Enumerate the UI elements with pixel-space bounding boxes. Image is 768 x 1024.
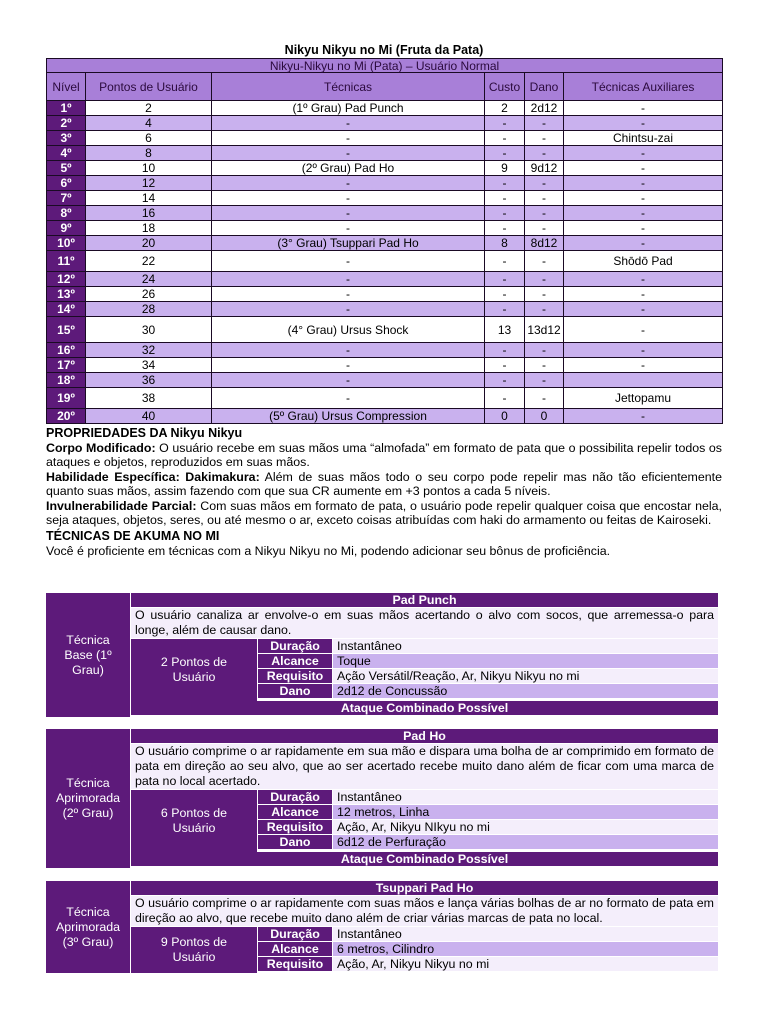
technique-type: Técnica Aprimorada (3º Grau)	[46, 881, 130, 973]
table-row	[47, 373, 723, 388]
technique-cell: -	[212, 131, 485, 146]
technique-cell: (5º Grau) Ursus Compression	[212, 409, 485, 424]
table-row	[47, 101, 723, 116]
aux-technique-cell: -	[564, 221, 723, 236]
damage-cell: 13d12	[525, 317, 564, 343]
prop-label: Duração	[258, 927, 332, 941]
aux-technique-cell: Jettopamu	[564, 388, 723, 409]
technique-cell: -	[212, 343, 485, 358]
level-cell: 5º	[47, 161, 86, 176]
damage-cell: -	[525, 358, 564, 373]
prop-row-duracao	[258, 927, 718, 941]
aux-technique-cell: -	[564, 101, 723, 116]
cost-cell: 8	[485, 236, 525, 251]
aux-technique-cell: -	[564, 358, 723, 373]
level-cell: 8º	[47, 206, 86, 221]
aux-technique-cell: Chintsu-zai	[564, 131, 723, 146]
prop-label: Dano	[258, 835, 332, 849]
technique-description: O usuário canaliza ar envolve-o em suas mãos acertando o alvo com socos, que arremessa-o para longe, além de causar dano.	[131, 608, 718, 638]
header-nivel: Nível	[47, 73, 86, 101]
level-cell: 10º	[47, 236, 86, 251]
points-cell: 20	[86, 236, 212, 251]
prop-value: Ação, Ar, Nikyu Nikyu no mi	[333, 957, 718, 971]
table-row	[47, 161, 723, 176]
level-cell: 11º	[47, 251, 86, 272]
technique-cell: -	[212, 116, 485, 131]
prop-value: 2d12 de Concussão	[333, 684, 718, 698]
points-cell: 26	[86, 287, 212, 302]
prop-corpo-modificado	[46, 441, 722, 470]
aux-technique-cell: -	[564, 206, 723, 221]
table-row	[47, 176, 723, 191]
level-cell: 9º	[47, 221, 86, 236]
level-cell: 16º	[47, 343, 86, 358]
table-row	[47, 358, 723, 373]
document-title: Nikyu Nikyu no Mi (Fruta da Pata)	[284, 43, 484, 57]
damage-cell: -	[525, 146, 564, 161]
technique-card-tsuppari-pad-ho	[46, 881, 718, 973]
prop-label: Duração	[258, 790, 332, 804]
damage-cell: -	[525, 221, 564, 236]
damage-cell: 9d12	[525, 161, 564, 176]
aux-technique-cell: -	[564, 302, 723, 317]
table-row	[47, 343, 723, 358]
cost-cell: 9	[485, 161, 525, 176]
prop-label: Corpo Modificado:	[46, 441, 156, 455]
points-cell: 30	[86, 317, 212, 343]
technique-cell: (2º Grau) Pad Ho	[212, 161, 485, 176]
points-cell: 22	[86, 251, 212, 272]
technique-points: 2 Pontos de Usuário	[131, 639, 257, 701]
points-cell: 28	[86, 302, 212, 317]
technique-cell: -	[212, 206, 485, 221]
points-cell: 4	[86, 116, 212, 131]
table-row	[47, 251, 723, 272]
points-cell: 18	[86, 221, 212, 236]
technique-type: Técnica Base (1º Grau)	[46, 593, 130, 717]
damage-cell: -	[525, 343, 564, 358]
cost-cell: -	[485, 388, 525, 409]
prop-label: Requisito	[258, 820, 332, 834]
points-cell: 36	[86, 373, 212, 388]
prop-row-duracao	[258, 639, 718, 653]
level-cell: 3º	[47, 131, 86, 146]
header-dano: Dano	[525, 73, 564, 101]
points-cell: 10	[86, 161, 212, 176]
table-row	[47, 131, 723, 146]
cost-cell: -	[485, 251, 525, 272]
cost-cell: 2	[485, 101, 525, 116]
levels-table	[46, 58, 723, 424]
damage-cell: -	[525, 373, 564, 388]
cost-cell: -	[485, 221, 525, 236]
table-row	[47, 272, 723, 287]
damage-cell: -	[525, 206, 564, 221]
aux-technique-cell: -	[564, 176, 723, 191]
level-cell: 18º	[47, 373, 86, 388]
prop-label: Invulnerabilidade Parcial:	[46, 498, 197, 513]
technique-cell: -	[212, 388, 485, 409]
cost-cell: -	[485, 176, 525, 191]
prop-habilidade-especifica	[46, 470, 722, 499]
technique-cell: -	[212, 146, 485, 161]
level-cell: 13º	[47, 287, 86, 302]
level-cell: 14º	[47, 302, 86, 317]
cost-cell: -	[485, 191, 525, 206]
prop-label: Requisito	[258, 669, 332, 683]
table-row	[47, 302, 723, 317]
aux-technique-cell: -	[564, 272, 723, 287]
level-cell: 12º	[47, 272, 86, 287]
aux-technique-cell	[564, 373, 723, 388]
prop-row-alcance	[258, 805, 718, 819]
table-subtitle: Nikyu-Nikyu no Mi (Pata) – Usuário Normal	[47, 59, 723, 73]
damage-cell: -	[525, 388, 564, 409]
prop-value: 6 metros, Cilindro	[333, 942, 718, 956]
technique-type: Técnica Aprimorada (2º Grau)	[46, 729, 130, 868]
technique-cell: (4° Grau) Ursus Shock	[212, 317, 485, 343]
points-cell: 32	[86, 343, 212, 358]
damage-cell: -	[525, 287, 564, 302]
level-cell: 2º	[47, 116, 86, 131]
technique-name: Pad Punch	[131, 593, 718, 607]
damage-cell: 8d12	[525, 236, 564, 251]
aux-technique-cell: -	[564, 116, 723, 131]
points-cell: 8	[86, 146, 212, 161]
prop-text: Além de suas mãos todo o seu corpo pode repelir mas não tão eficientemente quanto suas mãos, assim fazendo com que sua CR aumente em +3 pontos a cada 5 níveis.	[46, 469, 722, 499]
cost-cell: -	[485, 272, 525, 287]
technique-cell: -	[212, 287, 485, 302]
prop-row-dano	[258, 835, 718, 849]
table-row	[47, 388, 723, 409]
prop-label: Requisito	[258, 957, 332, 971]
document-page	[46, 42, 722, 560]
technique-cell: -	[212, 191, 485, 206]
cost-cell: -	[485, 146, 525, 161]
prop-row-requisito	[258, 820, 718, 834]
combined-attack-label: Ataque Combinado Possível	[131, 701, 718, 715]
technique-cell: -	[212, 272, 485, 287]
prop-label: Alcance	[258, 942, 332, 956]
table-row	[47, 236, 723, 251]
tecnicas-heading: TÉCNICAS DE AKUMA NO MI	[46, 529, 220, 544]
header-tecnicas-auxiliares: Técnicas Auxiliares	[564, 73, 723, 101]
damage-cell: -	[525, 176, 564, 191]
table-row	[47, 287, 723, 302]
technique-points: 9 Pontos de Usuário	[131, 927, 257, 973]
points-cell: 16	[86, 206, 212, 221]
aux-technique-cell: -	[564, 146, 723, 161]
prop-value: Toque	[333, 654, 718, 668]
cost-cell: -	[485, 302, 525, 317]
points-cell: 6	[86, 131, 212, 146]
cost-cell: -	[485, 373, 525, 388]
aux-technique-cell: -	[564, 409, 723, 424]
technique-cell: (1º Grau) Pad Punch	[212, 101, 485, 116]
prop-label: Habilidade Específica: Dakimakura:	[46, 469, 260, 484]
combined-attack-label: Ataque Combinado Possível	[131, 852, 718, 866]
prop-value: 12 metros, Linha	[333, 805, 718, 819]
prop-row-requisito	[258, 957, 718, 971]
prop-row-dano	[258, 684, 718, 698]
prop-value: Instantâneo	[333, 790, 718, 804]
technique-cell: -	[212, 176, 485, 191]
cost-cell: 0	[485, 409, 525, 424]
cost-cell: -	[485, 116, 525, 131]
aux-technique-cell: -	[564, 343, 723, 358]
points-cell: 24	[86, 272, 212, 287]
prop-label: Dano	[258, 684, 332, 698]
table-row	[47, 206, 723, 221]
technique-name: Pad Ho	[131, 729, 718, 743]
table-row	[47, 191, 723, 206]
table-row	[47, 116, 723, 131]
prop-invulnerabilidade	[46, 499, 722, 528]
level-cell: 4º	[47, 146, 86, 161]
prop-row-requisito	[258, 669, 718, 683]
damage-cell: -	[525, 116, 564, 131]
prop-value: Instantâneo	[333, 927, 718, 941]
prop-row-alcance	[258, 942, 718, 956]
header-custo: Custo	[485, 73, 525, 101]
damage-cell: 2d12	[525, 101, 564, 116]
level-cell: 1º	[47, 101, 86, 116]
technique-card-pad-ho	[46, 729, 718, 868]
tecnicas-intro: Você é proficiente em técnicas com a Nikyu Nikyu no Mi, podendo adicionar seu bônus de proficiência.	[46, 544, 611, 559]
propriedades-text	[46, 441, 722, 527]
level-cell: 15º	[47, 317, 86, 343]
technique-card-pad-punch	[46, 593, 718, 717]
aux-technique-cell: -	[564, 317, 723, 343]
points-cell: 12	[86, 176, 212, 191]
technique-description: O usuário comprime o ar rapidamente com suas mãos e lança várias bolhas de ar no formato de pata em direção ao alvo, que recebe muito dano além de criar várias marcas de pata no local.	[131, 896, 718, 926]
aux-technique-cell: Shōdō Pad	[564, 251, 723, 272]
damage-cell: 0	[525, 409, 564, 424]
cost-cell: -	[485, 358, 525, 373]
technique-cell: (3° Grau) Tsuppari Pad Ho	[212, 236, 485, 251]
propriedades-heading: PROPRIEDADES DA Nikyu Nikyu	[46, 426, 243, 440]
cost-cell: 13	[485, 317, 525, 343]
points-cell: 2	[86, 101, 212, 116]
technique-cell: -	[212, 221, 485, 236]
level-cell: 17º	[47, 358, 86, 373]
damage-cell: -	[525, 251, 564, 272]
table-row	[47, 317, 723, 343]
technique-name: Tsuppari Pad Ho	[131, 881, 718, 895]
technique-cell: -	[212, 251, 485, 272]
damage-cell: -	[525, 272, 564, 287]
technique-points: 6 Pontos de Usuário	[131, 790, 257, 852]
points-cell: 38	[86, 388, 212, 409]
technique-cell: -	[212, 302, 485, 317]
aux-technique-cell: -	[564, 236, 723, 251]
prop-value: Instantâneo	[333, 639, 718, 653]
prop-label: Duração	[258, 639, 332, 653]
damage-cell: -	[525, 131, 564, 146]
prop-row-alcance	[258, 654, 718, 668]
level-cell: 7º	[47, 191, 86, 206]
points-cell: 40	[86, 409, 212, 424]
prop-row-duracao	[258, 790, 718, 804]
aux-technique-cell: -	[564, 191, 723, 206]
table-row	[47, 221, 723, 236]
damage-cell: -	[525, 191, 564, 206]
cost-cell: -	[485, 131, 525, 146]
prop-label: Alcance	[258, 654, 332, 668]
aux-technique-cell: -	[564, 287, 723, 302]
table-row	[47, 409, 723, 424]
prop-value: 6d12 de Perfuração	[333, 835, 718, 849]
technique-cell: -	[212, 373, 485, 388]
level-cell: 6º	[47, 176, 86, 191]
technique-description: O usuário comprime o ar rapidamente em sua mão e dispara uma bolha de ar comprimido em formato de pata em direção ao seu alvo, que ao ser acertado recebe muito dano além de ficar com uma marca de pata no local acertado.	[131, 744, 718, 789]
prop-text: O usuário recebe em suas mãos uma “almofada” em formato de pata que o possibilita repelir todos os ataques e objetos, reproduzidos em suas mãos.	[46, 441, 723, 470]
aux-technique-cell: -	[564, 161, 723, 176]
level-cell: 19º	[47, 388, 86, 409]
points-cell: 14	[86, 191, 212, 206]
cost-cell: -	[485, 343, 525, 358]
cost-cell: -	[485, 206, 525, 221]
level-cell: 20º	[47, 409, 86, 424]
damage-cell: -	[525, 302, 564, 317]
header-tecnicas: Técnicas	[212, 73, 485, 101]
prop-text: Com suas mãos em formato de pata, o usuário pode repelir qualquer coisa que encostar nela, seja ataques, objetos, seres, ou até mesmo o ar, exceto coisas atribuídas com haki do armamento ou feitas de Kairoseki.	[46, 498, 722, 528]
prop-value: Ação, Ar, Nikyu NIkyu no mi	[333, 820, 718, 834]
points-cell: 34	[86, 358, 212, 373]
table-row	[47, 146, 723, 161]
technique-cell: -	[212, 358, 485, 373]
header-pontos: Pontos de Usuário	[86, 73, 212, 101]
prop-label: Alcance	[258, 805, 332, 819]
prop-value: Ação Versátil/Reação, Ar, Nikyu Nikyu no mi	[333, 669, 718, 683]
cost-cell: -	[485, 287, 525, 302]
